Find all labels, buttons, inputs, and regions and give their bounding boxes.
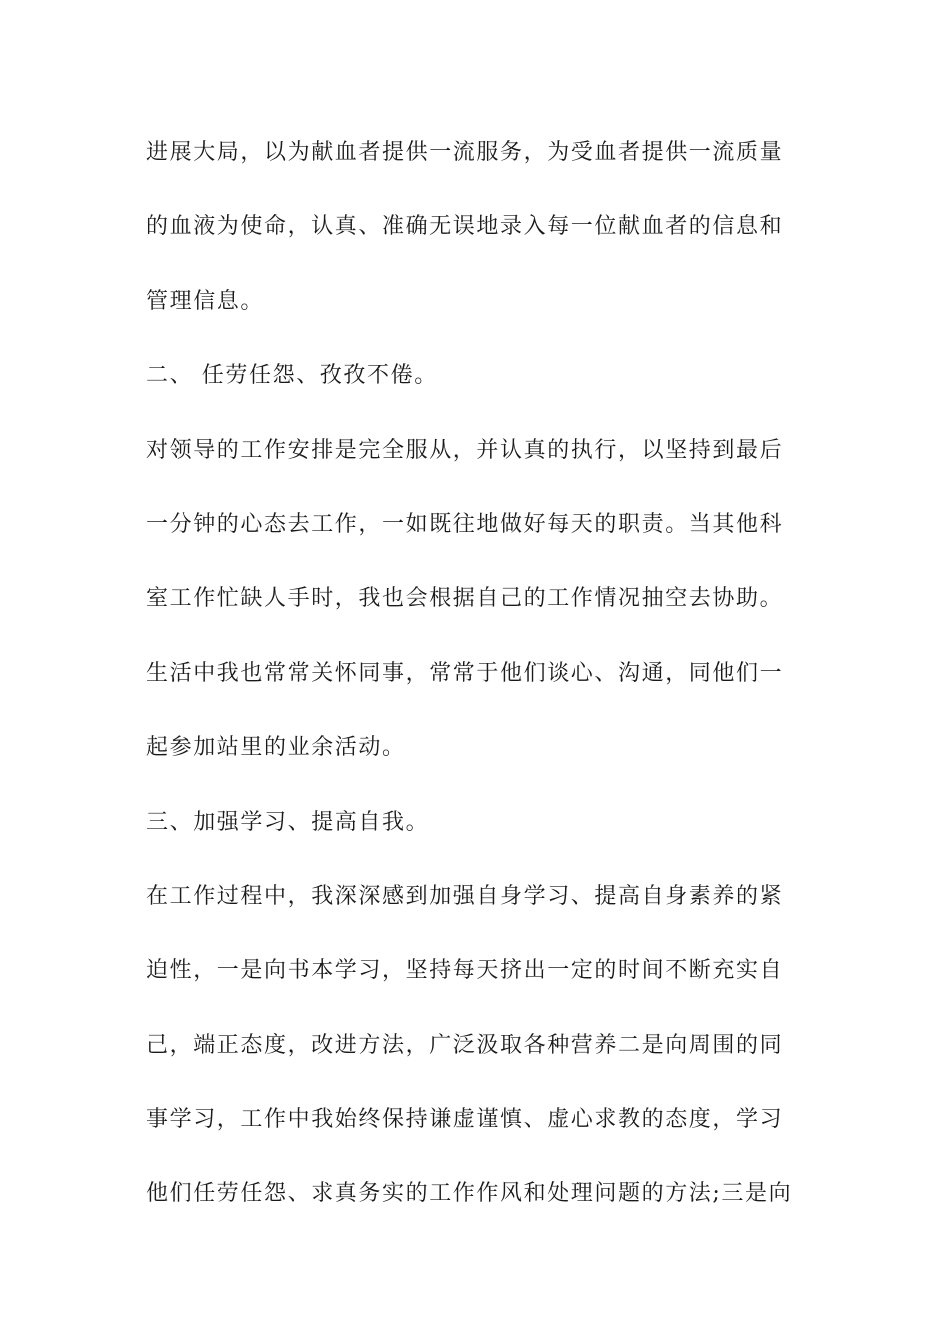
text-line: 他们任劳任怨、求真务实的工作作风和处理问题的方法;三是向 xyxy=(146,1181,793,1207)
text-line: 迫性，一是向书本学习，坚持每天挤出一定的时间不断充实自 xyxy=(146,958,784,984)
text-line: 一分钟的心态去工作，一如既往地做好每天的职责。当其他科 xyxy=(146,511,784,537)
document-body xyxy=(146,133,814,1249)
section-heading: 二、 任劳任怨、孜孜不倦。 xyxy=(146,363,438,389)
section-heading: 三、加强学习、提高自我。 xyxy=(146,809,430,835)
text-line: 的血液为使命，认真、准确无误地录入每一位献血者的信息和 xyxy=(146,214,784,240)
text-line: 生活中我也常常关怀同事，常常于他们谈心、沟通，同他们一 xyxy=(146,660,784,686)
text-line: 在工作过程中，我深深感到加强自身学习、提高自身素养的紧 xyxy=(146,883,784,909)
text-line: 管理信息。 xyxy=(146,288,265,314)
text-line: 事学习，工作中我始终保持谦虚谨慎、虚心求教的态度，学习 xyxy=(146,1107,784,1133)
text-line: 起参加站里的业余活动。 xyxy=(146,735,406,761)
text-line: 对领导的工作安排是完全服从，并认真的执行，以坚持到最后 xyxy=(146,437,784,463)
text-line: 室工作忙缺人手时，我也会根据自己的工作情况抽空去协助。 xyxy=(146,586,784,612)
text-line: 进展大局，以为献血者提供一流服务，为受血者提供一流质量 xyxy=(146,140,784,165)
text-line: 己，端正态度，改进方法，广泛汲取各种营养二是向周围的同 xyxy=(146,1032,784,1058)
